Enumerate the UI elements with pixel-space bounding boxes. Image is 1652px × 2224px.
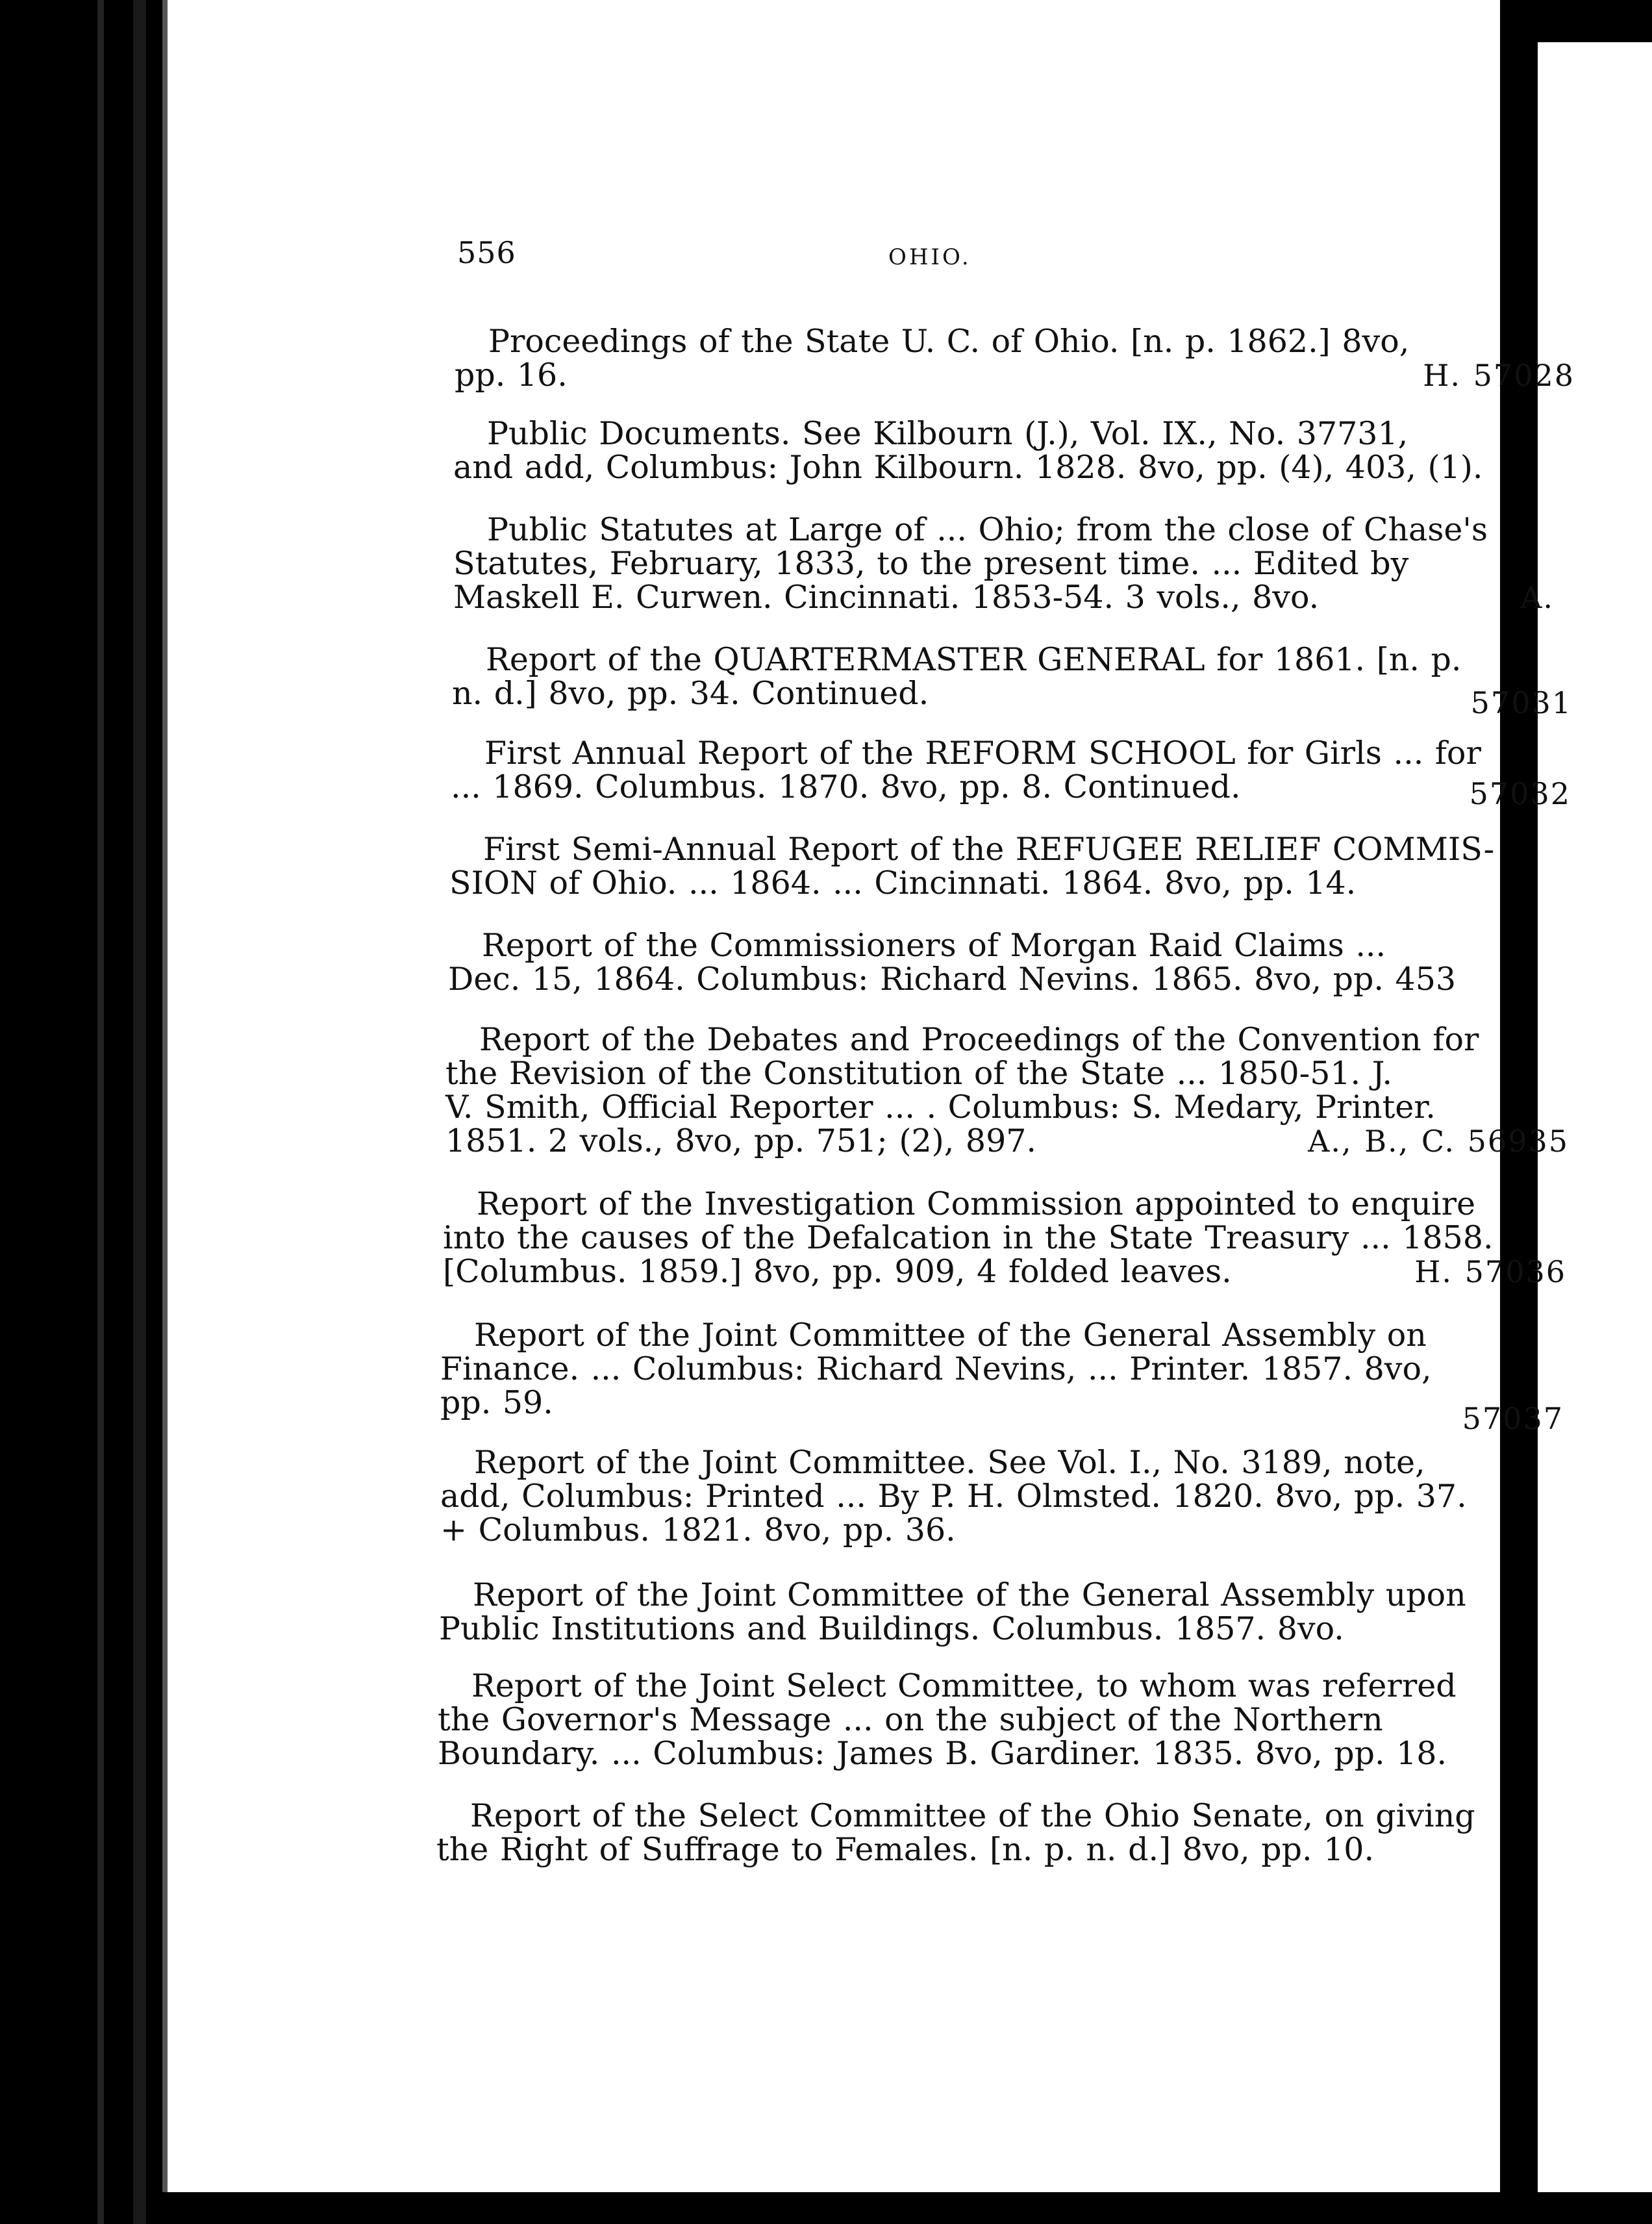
- entry-line: + Columbus. 1821. 8vo, pp. 36.: [440, 1511, 956, 1548]
- bibliography-entry: [449, 833, 1570, 900]
- catalog-number: 57032: [1469, 776, 1571, 811]
- entry-line: 1851. 2 vols., 8vo, pp. 751; (2), 897.: [445, 1122, 1036, 1159]
- entry-line: Public Documents. See Kilbourn (J.), Vol. IX., No. 37731,: [487, 415, 1408, 452]
- catalog-number: H. 57028: [1423, 358, 1575, 393]
- catalog-number: A.: [1520, 580, 1554, 615]
- entry-line: Statutes, February, 1833, to the present time. ... Edited by: [453, 545, 1409, 582]
- entry-line: Maskell E. Curwen. Cincinnati. 1853-54. 3 vols., 8vo.: [453, 579, 1320, 616]
- entry-line: V. Smith, Official Reporter ... . Columbus: S. Medary, Printer.: [445, 1089, 1436, 1126]
- bibliography-entry: [448, 929, 1568, 996]
- entry-line: Public Statutes at Large of ... Ohio; from the close of Chase's: [487, 511, 1488, 548]
- catalog-number: 57031: [1470, 685, 1572, 720]
- entry-line: First Semi-Annual Report of the REFUGEE RELIEF COMMIS-: [483, 831, 1495, 868]
- page-heading: OHIO.: [888, 244, 971, 270]
- bibliography-entry: [453, 417, 1573, 485]
- entry-line: the Governor's Message ... on the subject of the Northern: [438, 1701, 1383, 1738]
- catalog-number: A., B., C. 56935: [1308, 1124, 1569, 1159]
- entry-line: Dec. 15, 1864. Columbus: Richard Nevins. 1865. 8vo, pp. 453: [448, 961, 1457, 998]
- entry-line: Public Institutions and Buildings. Columbus. 1857. 8vo.: [439, 1610, 1344, 1647]
- entry-line: n. d.] 8vo, pp. 34. Continued.: [452, 675, 929, 712]
- entry-line: Report of the Commissioners of Morgan Raid Claims ...: [482, 927, 1386, 964]
- entry-line: Report of the Investigation Commission appointed to enquire: [477, 1185, 1476, 1222]
- bibliography-entry: [439, 1578, 1559, 1646]
- entry-line: Report of the Joint Committee of the General Assembly upon: [473, 1576, 1466, 1613]
- entry-line: pp. 16.: [455, 357, 568, 394]
- page-gutter: [162, 0, 168, 2224]
- entry-line: Finance. ... Columbus: Richard Nevins, ... Printer. 1857. 8vo,: [440, 1350, 1432, 1387]
- bibliography-entry: [451, 735, 1571, 811]
- scan-edge-line: [97, 0, 104, 2224]
- entry-line: Report of the Select Committee of the Ohio Senate, on giving: [470, 1797, 1475, 1834]
- entry-line: Report of the Joint Select Committee, to whom was referred: [471, 1667, 1457, 1704]
- entry-line: ... 1869. Columbus. 1870. 8vo, pp. 8. Continued.: [451, 768, 1241, 805]
- entry-line: Report of the Joint Committee of the General Assembly on: [474, 1317, 1427, 1354]
- bibliography-entry: [443, 1187, 1566, 1289]
- bibliography-entry: [452, 641, 1572, 720]
- page-number: 556: [457, 235, 516, 270]
- scan-edge-line: [133, 0, 146, 2224]
- bibliography-entry: [445, 1023, 1569, 1158]
- bibliography-entry: [455, 325, 1575, 392]
- entry-line: add, Columbus: Printed ... By P. H. Olmsted. 1820. 8vo, pp. 37.: [440, 1478, 1467, 1515]
- scan-border-left: [0, 0, 162, 2224]
- entry-line: Proceedings of the State U. C. of Ohio. [n. p. 1862.] 8vo,: [488, 323, 1410, 360]
- entry-line: into the causes of the Defalcation in the State Treasury ... 1858.: [443, 1219, 1494, 1256]
- entry-line: SION of Ohio. ... 1864. ... Cincinnati. 1864. 8vo, pp. 14.: [449, 865, 1357, 902]
- entry-line: the Revision of the Constitution of the State ... 1850-51. J.: [445, 1055, 1393, 1092]
- scan-border-bottom: [162, 2192, 1652, 2224]
- entry-line: First Annual Report of the REFORM SCHOOL for Girls ... for: [484, 735, 1481, 772]
- running-head: [168, 235, 1500, 274]
- entry-line: the Right of Suffrage to Females. [n. p. n. d.] 8vo, pp. 10.: [436, 1831, 1375, 1868]
- entry-line: Report of the QUARTERMASTER GENERAL for 1861. [n. p.: [486, 641, 1462, 678]
- entry-line: Report of the Joint Committee. See Vol. I., No. 3189, note,: [474, 1444, 1425, 1481]
- entry-line: pp. 59.: [440, 1384, 553, 1421]
- entry-line: [Columbus. 1859.] 8vo, pp. 909, 4 folded leaves.: [443, 1253, 1232, 1290]
- bibliography-entry: [453, 513, 1573, 614]
- catalog-number: 57037: [1462, 1401, 1564, 1436]
- catalog-number: H. 57036: [1414, 1254, 1566, 1289]
- book-page: [168, 0, 1575, 2192]
- entry-line: and add, Columbus: John Kilbourn. 1828. 8vo, pp. (4), 403, (1).: [453, 449, 1483, 486]
- bibliography-entry: [436, 1799, 1557, 1867]
- bibliography-entry: [440, 1317, 1564, 1436]
- entry-line: Report of the Debates and Proceedings of the Convention for: [479, 1021, 1479, 1058]
- entry-line: Boundary. ... Columbus: James B. Gardiner. 1835. 8vo, pp. 18.: [438, 1735, 1447, 1772]
- bibliography-entry: [440, 1446, 1564, 1547]
- scan-border-top-right: [1500, 0, 1652, 42]
- bibliography-entry: [438, 1669, 1558, 1771]
